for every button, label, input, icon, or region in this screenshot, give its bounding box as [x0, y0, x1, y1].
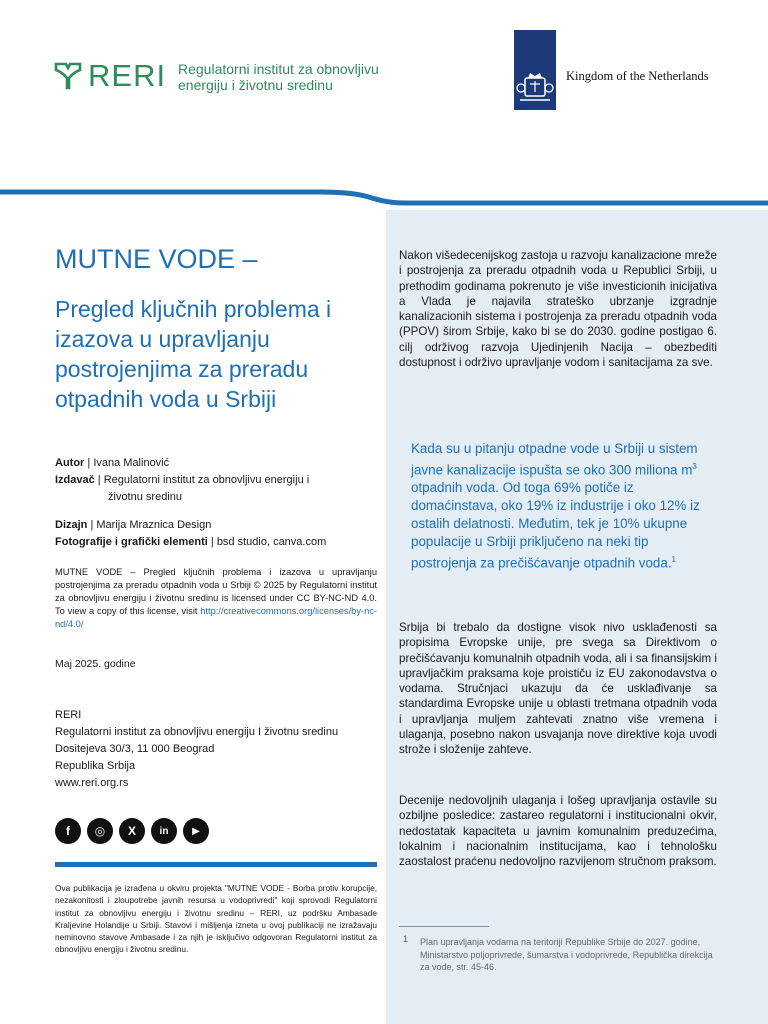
- partner-name: Kingdom of the Netherlands: [566, 69, 709, 83]
- photo-label: Fotografije i grafički elementi: [55, 536, 208, 548]
- publisher-line: Izdavač | Regulatorni institut za obnovljivu energiju i: [55, 474, 310, 486]
- quote-superscript: 3: [692, 462, 697, 471]
- footnote-ref[interactable]: 1: [671, 555, 676, 565]
- author-line: Autor | Ivana Malinović: [55, 457, 170, 469]
- street-address: Dositejeva 30/3, 11 000 Beograd: [55, 743, 215, 755]
- reri-wordmark: RERI: [88, 58, 167, 93]
- author-name: Ivana Malinović: [93, 457, 170, 469]
- linkedin-icon[interactable]: in: [151, 818, 177, 844]
- reri-logo: [54, 58, 394, 98]
- footnote-rule: [399, 926, 489, 927]
- social-links: [55, 818, 209, 844]
- funding-disclaimer: Ova publikacija je izrađena u okviru projekta "MUTNE VODE - Borba protiv korupcije, nezakonitosti i zloupotrebe javnih resursa u vodoprivredi" koji sprovodi Regulatorni institut za obnovljivu energiju i životnu sredinu – RERI, uz podršku Ambasade Kraljevine Holandije u Srbiji. Stavovi i mišljenja izneta u ovoj publikaciji ne izražavaju neminovno stavove Ambasade i za njih je isključivo odgovoran Regulatorni institut za obnovljivu energiju i životnu sredinu.: [55, 883, 377, 955]
- royal-crest-icon: [514, 30, 556, 110]
- license-notice: [55, 566, 377, 631]
- header-wave-divider: [0, 170, 768, 210]
- photo-credit: bsd studio, canva.com: [216, 536, 327, 548]
- publication-date: Maj 2025. godine: [55, 658, 136, 670]
- quote-part-2: otpadnih voda. Od toga 69% potiče iz domaćinstava, oko 19% iz industrije i oko 12% iz ostalih delatnosti. Međutim, tek je 10% ukupne populacije u Srbiji priključeno na neki tip postrojenja za prečišćavanje otpadnih voda.: [411, 480, 700, 571]
- instagram-icon[interactable]: ◎: [87, 818, 113, 844]
- design-line: Dizajn | Marija Mraznica Design: [55, 519, 212, 531]
- x-icon[interactable]: X: [119, 818, 145, 844]
- netherlands-crest: [514, 30, 556, 110]
- page-title: MUTNE VODE –: [55, 244, 258, 274]
- footnote-text: Plan upravljanja vodama na teritoriji Republike Srbije do 2027. godine, Ministarstvo poljoprivrede, šumarstva i vodoprivrede, Republička direkcija za vode, str. 45-46.: [420, 937, 713, 972]
- body-paragraph-3: Decenije nedovoljnih ulaganja i lošeg upravljanja ostavile su ozbiljne posledice: zastareo regulatorni i institucionalni okvir, nedostatak kapaciteta u javnim komunalnim preduzećima, lokalnim i nacionalnim institucijama, kao i tehnološku zaostalost praćenu nedovoljno razvijenom stručnom praksom.: [399, 794, 717, 869]
- publisher-name: Regulatorni institut za obnovljivu energiju i: [103, 474, 310, 486]
- footnote-number: 1: [403, 934, 409, 944]
- design-name: Marija Mraznica Design: [96, 519, 212, 531]
- publisher-label: Izdavač: [55, 474, 95, 486]
- highlight-quote: [411, 440, 713, 573]
- org-full-name: Regulatorni institut za obnovljivu energiju I životnu sredinu: [55, 726, 339, 738]
- address-block: [55, 707, 338, 792]
- license-text: MUTNE VODE – Pregled ključnih problema i izazova u upravljanju postrojenjima za preradu otpadnih voda u Srbiji © 2025 by Regulatorni institut za obnovljivu energiju i životnu sredinu is licensed under CC BY-NC-ND 4.0. To view a copy of this license, visit: [55, 567, 377, 616]
- author-label: Autor: [55, 457, 85, 469]
- section-divider: [55, 862, 377, 867]
- quote-part-1: Kada su u pitanju otpadne vode u Srbiji u sistem javne kanalizacije ispušta se oko 300 miliona m: [411, 441, 698, 478]
- org-name: RERI: [55, 709, 82, 721]
- publisher-line-2: životnu sredinu: [108, 491, 182, 503]
- facebook-icon[interactable]: f: [55, 818, 81, 844]
- photo-line: Fotografije i grafički elementi | bsd studio, canva.com: [55, 536, 327, 548]
- youtube-icon[interactable]: ▶: [183, 818, 209, 844]
- reri-leaf-icon: [54, 60, 82, 90]
- country: Republika Srbija: [55, 760, 136, 772]
- website-link[interactable]: www.reri.org.rs: [55, 777, 129, 789]
- reri-tagline: Regulatorni institut za obnovljivu energiju i životnu sredinu: [178, 61, 379, 93]
- license-link[interactable]: http://creativecommons.org/licenses/by-nc-nd/4.0/: [55, 606, 377, 629]
- design-label: Dizajn: [55, 519, 88, 531]
- body-paragraph-2: Srbija bi trebalo da dostigne visok nivo usklađenosti sa propisima Evropske unije, pre svega sa Direktivom o prečišćavanju komunalnih otpadnih voda, ali i sa finansijskim i upravljačkim praksama koje proističu iz EU zakonodavstva o vodama. Stručnjaci ukazuju da će usklađivanje sa standardima Evropske unije u oblasti tretmana otpadnih voda i upravljanja muljem zahtevati znatno više vremena i ulaganja, posebno nakon usvajanja nove direktive koja uvodi strože i složenije zahteve.: [399, 621, 717, 757]
- page-subtitle: Pregled ključnih problema i izazova u upravljanju postrojenjima za preradu otpadnih voda u Srbiji: [55, 296, 332, 412]
- intro-paragraph: Nakon višedecenijskog zastoja u razvoju kanalizacione mreže i postrojenja za preradu otpadnih voda u Republici Srbiji, u prethodim godinama pokrenuto je više investicionih inicijativa a Vlada je najavila strateško ubrzanje izgradnje kanalizacionih sistema i postrojenja za preradu otpadnih voda (PPOV) širom Srbije, kako bi se do 2030. godine postigao 6. cilj održivog razvoja Ujedinjenih Nacija – obezbediti dostupnost i održivo upravljanje vodom i sanitacijama za sve.: [399, 249, 717, 370]
